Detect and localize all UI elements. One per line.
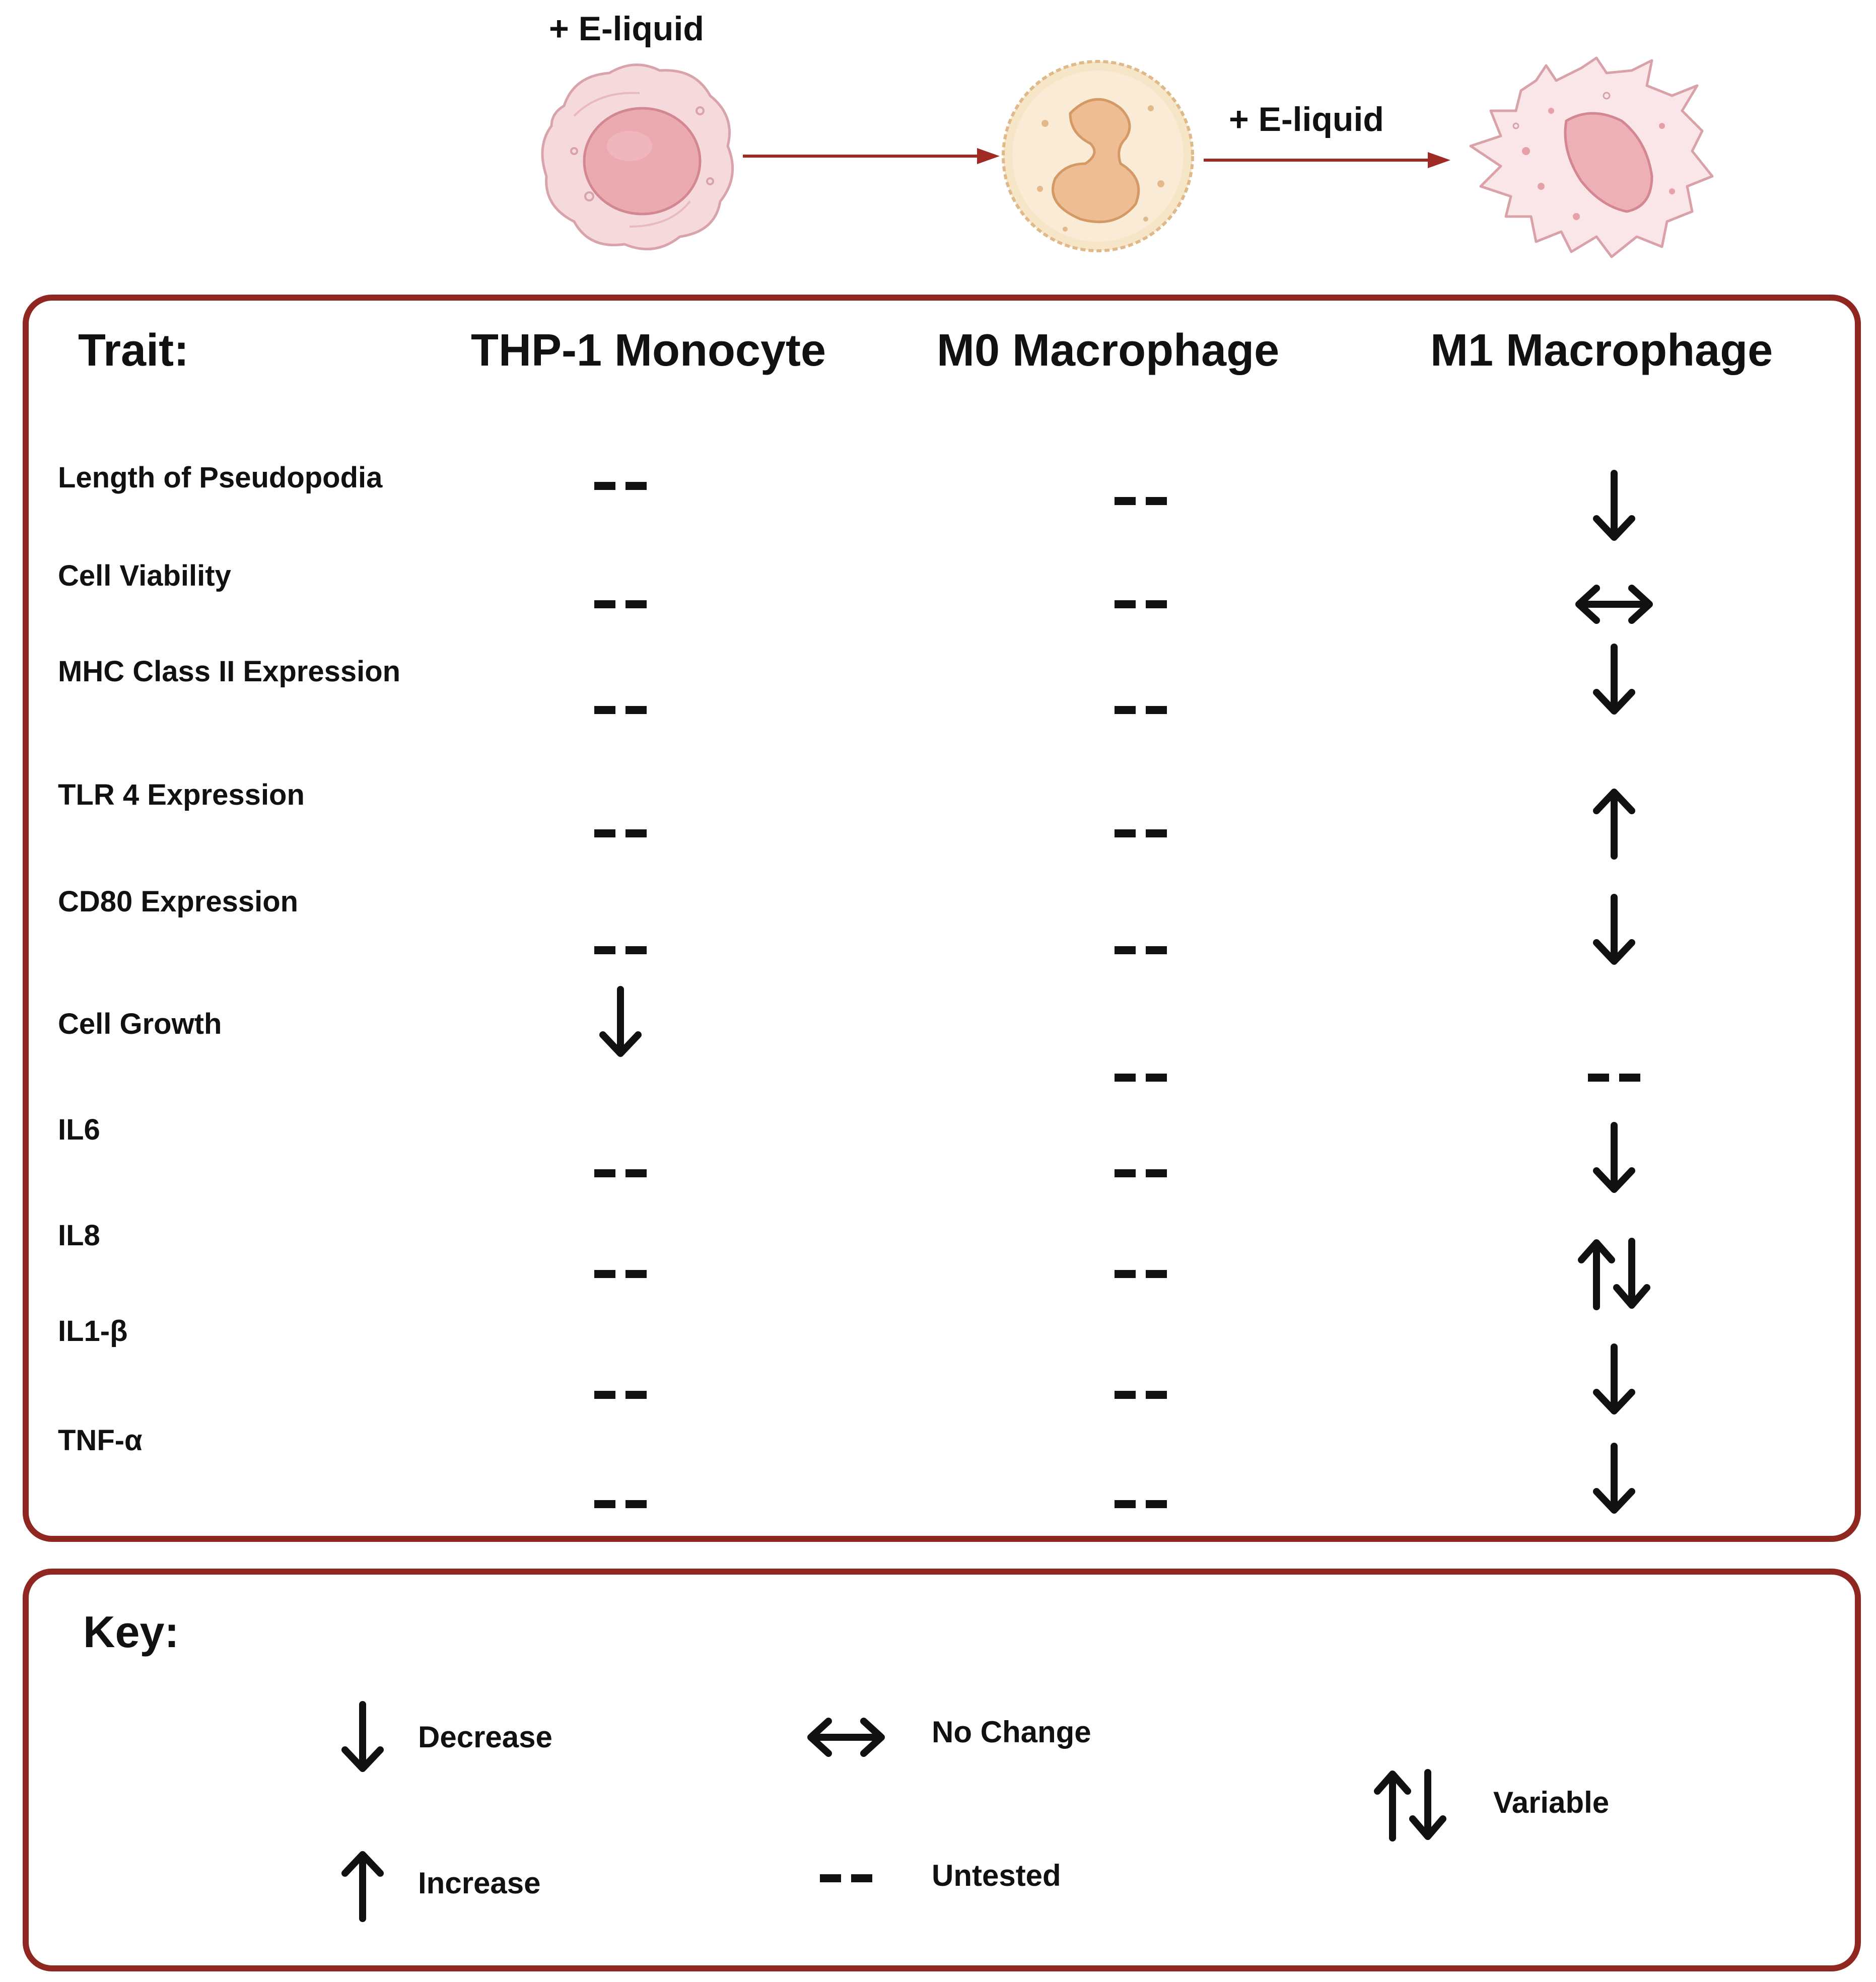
key-title: Key: (83, 1607, 179, 1657)
trait-value-untested-icon (1569, 1032, 1659, 1123)
trait-label: IL1-β (58, 1315, 128, 1348)
trait-label: Cell Growth (58, 1008, 222, 1040)
trait-value-untested-icon (1095, 1032, 1186, 1123)
trait-header: Trait: (78, 325, 189, 376)
column-header-m1: M1 Macrophage (1430, 325, 1773, 376)
key-label-increase: Increase (418, 1866, 541, 1900)
key-increase-icon (317, 1841, 408, 1931)
column-header-m0: M0 Macrophage (937, 325, 1280, 376)
trait-label: Length of Pseudopodia (58, 461, 383, 494)
trait-value-untested-icon (575, 788, 666, 879)
flow-arrow-2 (1201, 150, 1453, 170)
trait-label: MHC Class II Expression (58, 655, 401, 688)
arrow1-label: + E-liquid (549, 10, 704, 48)
trait-label: IL6 (58, 1113, 100, 1146)
arrow2-label: + E-liquid (1229, 100, 1384, 138)
key-label-variable: Variable (1493, 1786, 1610, 1819)
trait-value-untested-icon (1095, 559, 1186, 650)
trait-value-untested-icon (1095, 456, 1186, 546)
trait-value-untested-icon (575, 1459, 666, 1549)
trait-value-untested-icon (1095, 788, 1186, 879)
key-decrease-icon (317, 1692, 408, 1783)
trait-value-untested-icon (575, 1350, 666, 1440)
trait-value-untested-icon (575, 441, 666, 531)
key-no-change-icon (801, 1692, 891, 1783)
trait-label: TLR 4 Expression (58, 778, 305, 811)
m0-macrophage-cell-icon (995, 53, 1201, 259)
trait-value-untested-icon (1095, 1229, 1186, 1319)
key-label-decrease: Decrease (418, 1720, 552, 1754)
trait-label: IL8 (58, 1219, 100, 1252)
m1-macrophage-cell-icon (1461, 50, 1722, 267)
flow-arrow-1 (740, 146, 1002, 166)
trait-value-decrease-icon (1569, 1434, 1659, 1524)
trait-value-increase-icon (1569, 778, 1659, 869)
trait-value-untested-icon (575, 1229, 666, 1319)
trait-value-untested-icon (575, 559, 666, 650)
key-panel (23, 1569, 1861, 1971)
trait-value-decrease-icon (1569, 885, 1659, 975)
trait-value-untested-icon (1095, 1128, 1186, 1219)
trait-value-untested-icon (575, 1128, 666, 1219)
thp1-monocyte-cell-icon (529, 50, 745, 262)
trait-value-decrease-icon (1569, 1334, 1659, 1425)
key-untested-icon (801, 1833, 891, 1924)
trait-value-decrease-icon (575, 977, 666, 1068)
key-variable-icon (1365, 1760, 1455, 1851)
trait-value-untested-icon (1095, 905, 1186, 996)
trait-value-untested-icon (575, 665, 666, 755)
trait-value-untested-icon (1095, 665, 1186, 755)
key-label-untested: Untested (932, 1859, 1061, 1892)
trait-value-untested-icon (1095, 1350, 1186, 1440)
key-label-no-change: No Change (932, 1715, 1091, 1749)
trait-value-variable-icon (1569, 1229, 1659, 1319)
trait-value-decrease-icon (1569, 1113, 1659, 1204)
trait-value-decrease-icon (1569, 461, 1659, 551)
trait-value-decrease-icon (1569, 634, 1659, 725)
trait-value-untested-icon (1095, 1459, 1186, 1549)
trait-label: Cell Viability (58, 559, 231, 592)
trait-label: CD80 Expression (58, 885, 299, 918)
trait-label: TNF-α (58, 1424, 143, 1457)
column-header-thp1: THP-1 Monocyte (471, 325, 826, 376)
